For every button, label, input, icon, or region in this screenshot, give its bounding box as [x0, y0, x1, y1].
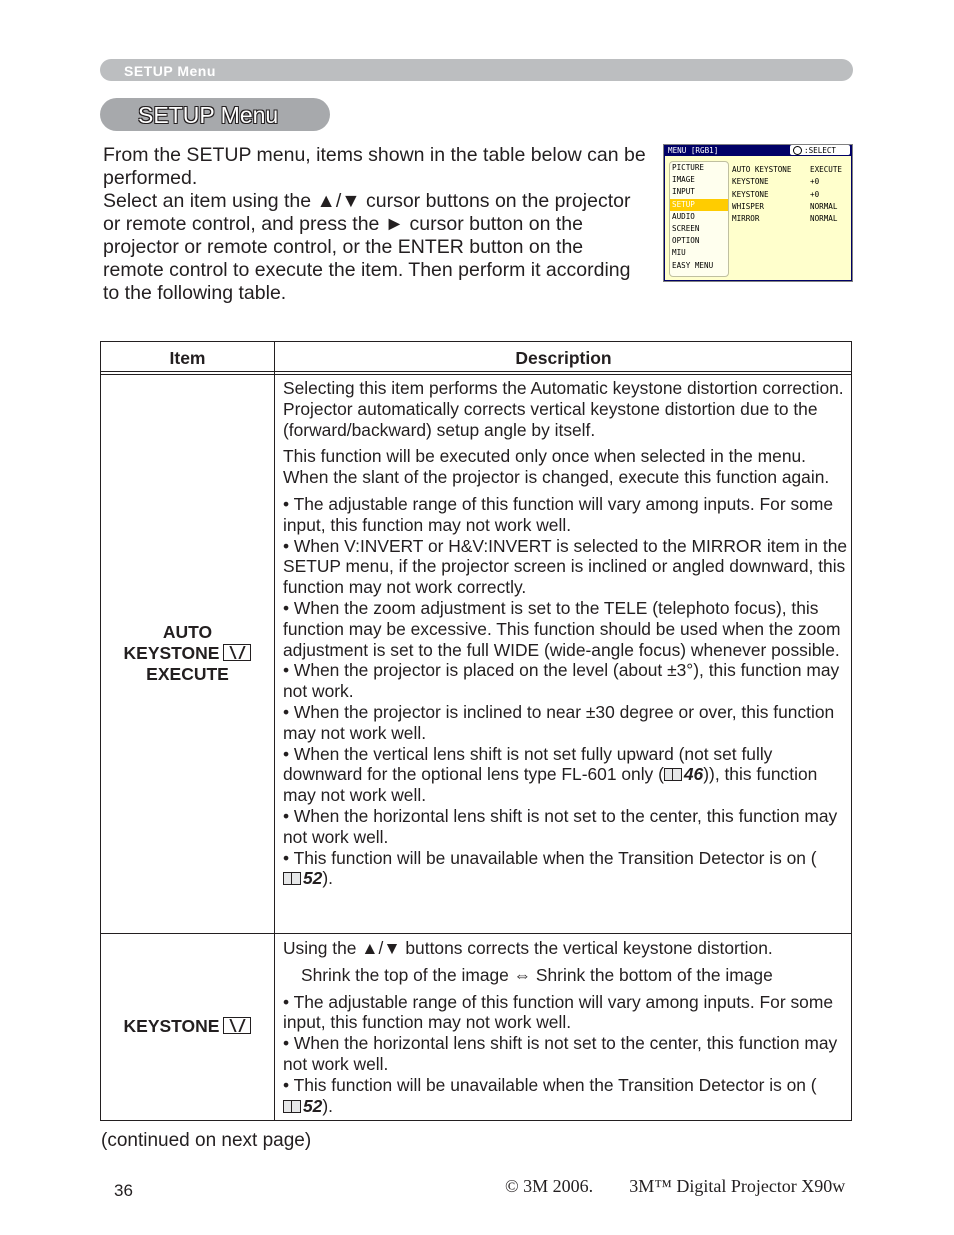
description-bullet: • When the projector is inclined to near ±30 degree or over, this function may not work well.	[283, 701, 835, 743]
menu-item: SCREEN	[672, 223, 700, 233]
description-bullet: • When the zoom adjustment is set to the TELE (telephoto focus), this function may be excessive. This function should be used when the zoom adjustment is set to the full WIDE (wide-angle focus) whenever possible.	[283, 597, 841, 660]
menu-setting-row	[732, 176, 850, 188]
setting-key: MIRROR	[732, 214, 760, 224]
page-number: 36	[114, 1181, 133, 1200]
menu-item: INPUT	[672, 187, 695, 197]
item-label-line: EXECUTE	[146, 664, 229, 684]
description-bullet: • The adjustable range of this function will vary among inputs. For some input, this function may not work well.	[283, 493, 833, 535]
menu-left-list	[669, 161, 729, 277]
intro-paragraph: Select an item using the ▲/▼ cursor buttons on the projector or remote control, and press the ► cursor button on the projector or remote control, or the ENTER button on the remote control to execute the item. Then perform it according to the following table.	[103, 190, 631, 304]
setting-key: KEYSTONE	[732, 189, 769, 199]
page-reference-link[interactable]	[283, 868, 322, 889]
description-bullet	[283, 1075, 848, 1117]
bullet-text: ).	[322, 1095, 333, 1116]
description-bullet: • When the horizontal lens shift is not set to the center, this function may not work well.	[283, 1033, 838, 1074]
copyright: © 3M 2006.	[505, 1176, 594, 1196]
menu-item: MIU	[672, 248, 686, 258]
continued-note: (continued on next page)	[101, 1130, 312, 1151]
description-paragraph: Selecting this item performs the Automatic keystone distortion correction. Projector automatically corrects vertical keystone distortion due to the (forward/backward) setup angle by itself.	[283, 378, 844, 440]
page-reference-number: 52	[303, 1095, 323, 1116]
description-bullet: • When V:INVERT or H&V:INVERT is selected to the MIRROR item in the SETUP menu, if the projector screen is inclined or angled downward, this function may not work correctly.	[283, 535, 848, 598]
menu-item: PICTURE	[672, 163, 705, 172]
book-icon	[283, 871, 302, 885]
setting-value: NORMAL	[810, 214, 838, 224]
description-bullet: • When the horizontal lens shift is not set to the center, this function may not work well.	[283, 805, 838, 847]
menu-item: EASY MENU	[672, 260, 714, 270]
menu-label: MENU [RGB1]	[668, 146, 719, 155]
bullet-text: • This function will be unavailable when the Transition Detector is on (	[283, 1074, 817, 1095]
item-label-text: KEYSTONE	[123, 643, 220, 663]
book-icon	[664, 767, 683, 781]
item-auto-keystone-execute	[101, 622, 274, 685]
description-bullet: • The adjustable range of this function will vary among inputs. For some input, this function may not work well.	[283, 991, 833, 1033]
item-label-line	[101, 1016, 274, 1037]
book-icon	[283, 1099, 302, 1113]
menu-setting-row	[732, 189, 850, 201]
item-label-text: KEYSTONE	[123, 1016, 220, 1036]
bullet-text: )), this function may not work well.	[283, 764, 818, 806]
page-reference-number: 46	[683, 764, 704, 785]
table-header-item: Item	[169, 348, 206, 368]
menu-setting-row	[732, 164, 850, 176]
section-header-bar	[100, 59, 853, 81]
page-reference-number: 52	[303, 868, 323, 889]
setting-key: AUTO KEYSTONE	[732, 165, 792, 174]
page-reference-link[interactable]	[283, 1096, 322, 1117]
item-label-line: AUTO	[162, 622, 213, 642]
menu-top-bar	[664, 145, 852, 156]
menu-item-active: SETUP	[670, 199, 728, 211]
bullet-text: • This function will be unavailable when the Transition Detector is on (	[283, 847, 817, 868]
bullet-text: • When the vertical lens shift is not set fully upward (not set fully downward for the optional lens type FL-601 only (	[283, 743, 773, 785]
keystone-icon	[223, 644, 251, 661]
setting-value: +0	[810, 189, 820, 199]
table-header-description: Description	[515, 348, 612, 368]
section-header-label: SETUP Menu	[124, 63, 216, 79]
table-header-divider	[100, 371, 852, 372]
select-icon	[793, 146, 802, 155]
menu-setting-row	[732, 213, 850, 225]
description-paragraph: Shrink the top of the image ⇔ Shrink the bottom of the image	[301, 964, 773, 985]
menu-right-list	[732, 164, 850, 225]
menu-body	[665, 156, 851, 280]
setting-key: WHISPER	[732, 201, 765, 211]
item-keystone	[101, 1016, 274, 1037]
table-header-divider	[100, 374, 852, 375]
page-title: SETUP Menu	[138, 102, 279, 128]
page-reference-link[interactable]	[664, 764, 703, 785]
description-bullet	[283, 848, 848, 890]
setting-value: NORMAL	[810, 201, 838, 211]
footer-credits	[505, 1176, 845, 1197]
setting-value: EXECUTE	[810, 165, 843, 174]
setting-value: +0	[810, 177, 820, 187]
product-name: 3M™ Digital Projector X90w	[629, 1176, 846, 1196]
intro-paragraph: From the SETUP menu, items shown in the table below can be performed.	[103, 144, 646, 189]
item-label-line	[101, 643, 274, 664]
menu-screenshot	[663, 144, 853, 282]
bullet-text: ).	[322, 868, 333, 889]
menu-item: IMAGE	[672, 175, 695, 185]
menu-setting-row	[732, 201, 850, 213]
description-paragraph: Using the ▲/▼ buttons corrects the vertical keystone distortion.	[283, 938, 773, 958]
menu-item: AUDIO	[672, 211, 695, 221]
description-keystone	[283, 938, 848, 1116]
intro-text	[103, 144, 648, 305]
setting-key: KEYSTONE	[732, 177, 769, 187]
page-title-pill	[100, 98, 330, 131]
keystone-icon	[223, 1017, 251, 1034]
select-hint	[790, 145, 850, 155]
description-bullet	[283, 744, 848, 806]
table-row-divider	[100, 933, 852, 934]
description-paragraph: This function will be executed only once when selected in the menu. When the slant of the projector is changed, execute this function again.	[283, 446, 830, 488]
menu-item: OPTION	[672, 236, 700, 246]
select-label: :SELECT	[804, 146, 837, 155]
table-column-divider	[274, 341, 275, 1121]
description-bullet: • When the projector is placed on the level (about ±3°), this function may not work.	[283, 660, 840, 702]
description-auto-keystone	[283, 378, 848, 889]
